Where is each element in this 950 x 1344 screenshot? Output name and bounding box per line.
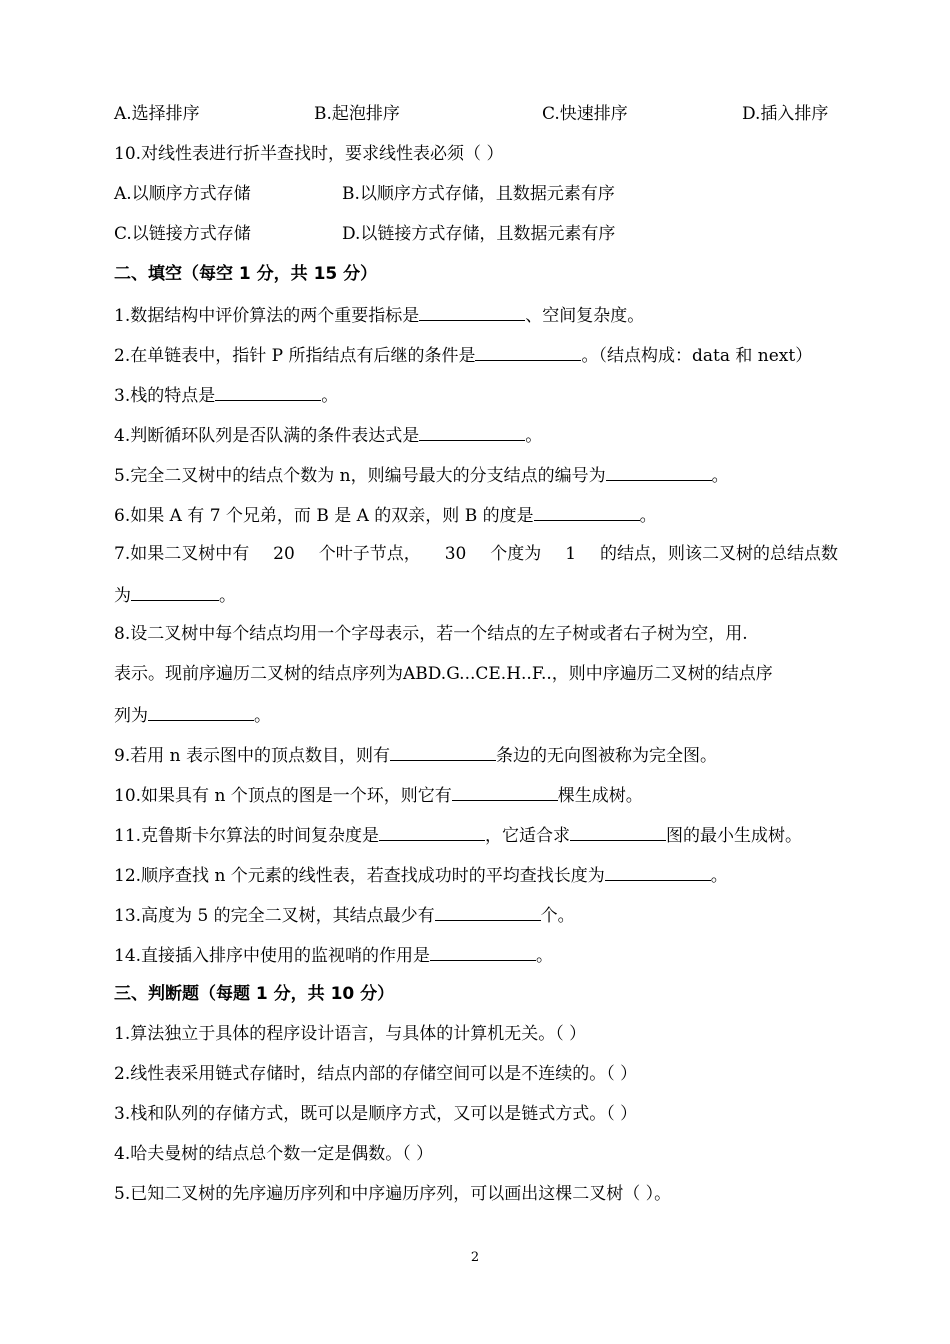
judge-item-2: 2.线性表采用链式存储时，结点内部的存储空间可以是不连续的。（ ） [114, 1064, 638, 1084]
fill-item-3-text: 3.栈的特点是 [114, 386, 216, 406]
answer-blank[interactable] [379, 822, 485, 841]
q9-option-a: A.选择排序 [114, 104, 200, 124]
q10-option-a: A.以顺序方式存储 [114, 184, 251, 204]
fill-item-1-tail: 、空间复杂度。 [525, 306, 645, 326]
fill-item-4-text: 4.判断循环队列是否队满的条件表达式是 [114, 426, 420, 446]
answer-blank[interactable] [475, 342, 581, 361]
judge-item-3: 3.栈和队列的存储方式，既可以是顺序方式，又可以是链式方式。（ ） [114, 1104, 638, 1124]
judge-item-4: 4.哈夫曼树的结点总个数一定是偶数。（ ） [114, 1144, 434, 1164]
fill-item-1 [114, 302, 838, 328]
section3-heading: 三、判断题（每题 1 分，共 10 分） [114, 984, 395, 1004]
fill-item-13 [114, 902, 838, 928]
fill-item-9-tail: 条边的无向图被称为完全图。 [495, 746, 717, 766]
fill-item-13-text: 13.高度为 5 的完全二叉树，其结点最少有 [114, 906, 435, 926]
fill-item-11-mid: ，它适合求 [485, 826, 571, 846]
fill-item-6-text: 6.如果 A 有 7 个兄弟，而 B 是 A 的双亲，则 B 的度是 [114, 506, 534, 526]
fill-item-7-seg: 个度为 [490, 544, 542, 564]
fill-item-4 [114, 422, 838, 448]
answer-blank[interactable] [419, 422, 525, 441]
answer-blank[interactable] [570, 822, 666, 841]
q10-stem: 10.对线性表进行折半查找时，要求线性表必须（ ） [114, 144, 504, 164]
fill-item-10-tail: 棵生成树。 [557, 786, 643, 806]
fill-item-14-tail: 。 [536, 946, 554, 966]
fill-item-2 [114, 342, 838, 368]
fill-item-11 [114, 822, 838, 848]
judge-item-1: 1.算法独立于具体的程序设计语言，与具体的计算机无关。（ ） [114, 1024, 587, 1044]
fill-item-5-tail: 。 [711, 466, 729, 486]
answer-blank[interactable] [605, 862, 711, 881]
fill-item-11-text: 11.克鲁斯卡尔算法的时间复杂度是 [114, 826, 380, 846]
fill-item-7-text: 为 [114, 586, 131, 606]
fill-item-8-line-3 [114, 702, 838, 728]
fill-item-7-seg: 30 [444, 544, 467, 564]
fill-item-5 [114, 462, 838, 488]
answer-blank[interactable] [215, 382, 321, 401]
fill-item-7-seg: 的结点，则该二叉树的总结点数 [599, 544, 838, 564]
fill-item-6-tail: 。 [639, 506, 657, 526]
answer-blank[interactable] [534, 502, 640, 521]
q9-option-c: C.快速排序 [542, 104, 628, 124]
answer-blank[interactable] [452, 782, 558, 801]
fill-item-7-line-2 [114, 582, 838, 608]
fill-item-12-text: 12.顺序查找 n 个元素的线性表，若查找成功时的平均查找长度为 [114, 866, 605, 886]
fill-item-7-line-1 [114, 542, 838, 566]
answer-blank[interactable] [606, 462, 712, 481]
fill-item-14 [114, 942, 838, 968]
section2-heading: 二、填空（每空 1 分，共 15 分） [114, 264, 378, 284]
answer-blank[interactable] [435, 902, 541, 921]
fill-item-8-text: 列为 [114, 706, 148, 726]
q10-option-c: C.以链接方式存储 [114, 224, 251, 244]
fill-item-3 [114, 382, 838, 408]
fill-item-9-text: 9.若用 n 表示图中的顶点数目，则有 [114, 746, 390, 766]
fill-item-8-line-1: 8.设二叉树中每个结点均用一个字母表示，若一个结点的左子树或者右子树为空，用. [114, 624, 748, 644]
fill-item-14-text: 14.直接插入排序中使用的监视哨的作用是 [114, 946, 431, 966]
answer-blank[interactable] [390, 742, 496, 761]
fill-item-8-tail: 。 [254, 706, 271, 726]
answer-blank[interactable] [419, 302, 525, 321]
fill-item-2-text: 2.在单链表中，指针 P 所指结点有后继的条件是 [114, 346, 476, 366]
fill-item-9 [114, 742, 838, 768]
fill-item-10-text: 10.如果具有 n 个顶点的图是一个环，则它有 [114, 786, 452, 806]
fill-item-3-tail: 。 [321, 386, 339, 406]
fill-item-6 [114, 502, 838, 528]
answer-blank[interactable] [148, 702, 254, 721]
answer-blank[interactable] [430, 942, 536, 961]
fill-item-4-tail: 。 [525, 426, 543, 446]
fill-item-8-line-2: 表示。现前序遍历二叉树的结点序列为ABD.G...CE.H..F..，则中序遍历二叉树的结点序 [114, 664, 773, 684]
fill-item-11-tail: 图的最小生成树。 [666, 826, 803, 846]
q10-option-d: D.以链接方式存储，且数据元素有序 [342, 224, 616, 244]
answer-blank[interactable] [131, 582, 219, 601]
q9-option-d: D.插入排序 [742, 104, 829, 124]
judge-item-5: 5.已知二叉树的先序遍历序列和中序遍历序列，可以画出这棵二叉树（ ）。 [114, 1184, 672, 1204]
fill-item-10 [114, 782, 838, 808]
fill-item-2-tail: 。（结点构成：data 和 next） [581, 346, 813, 366]
fill-item-13-tail: 个。 [540, 906, 575, 926]
q10-option-b: B.以顺序方式存储，且数据元素有序 [342, 184, 615, 204]
fill-item-7-seg: 个叶子节点， [318, 544, 421, 564]
q9-option-b: B.起泡排序 [314, 104, 400, 124]
fill-item-7-seg: 20 [273, 544, 295, 564]
fill-item-12 [114, 862, 838, 888]
fill-item-7-seg: 7.如果二叉树中有 [114, 544, 250, 564]
fill-item-7-seg: 1 [565, 544, 577, 564]
fill-item-5-text: 5.完全二叉树中的结点个数为 n，则编号最大的分支结点的编号为 [114, 466, 606, 486]
fill-item-7-tail: 。 [219, 586, 236, 606]
fill-item-12-tail: 。 [710, 866, 728, 886]
fill-item-1-text: 1.数据结构中评价算法的两个重要指标是 [114, 306, 420, 326]
page-number: 2 [470, 1250, 480, 1265]
